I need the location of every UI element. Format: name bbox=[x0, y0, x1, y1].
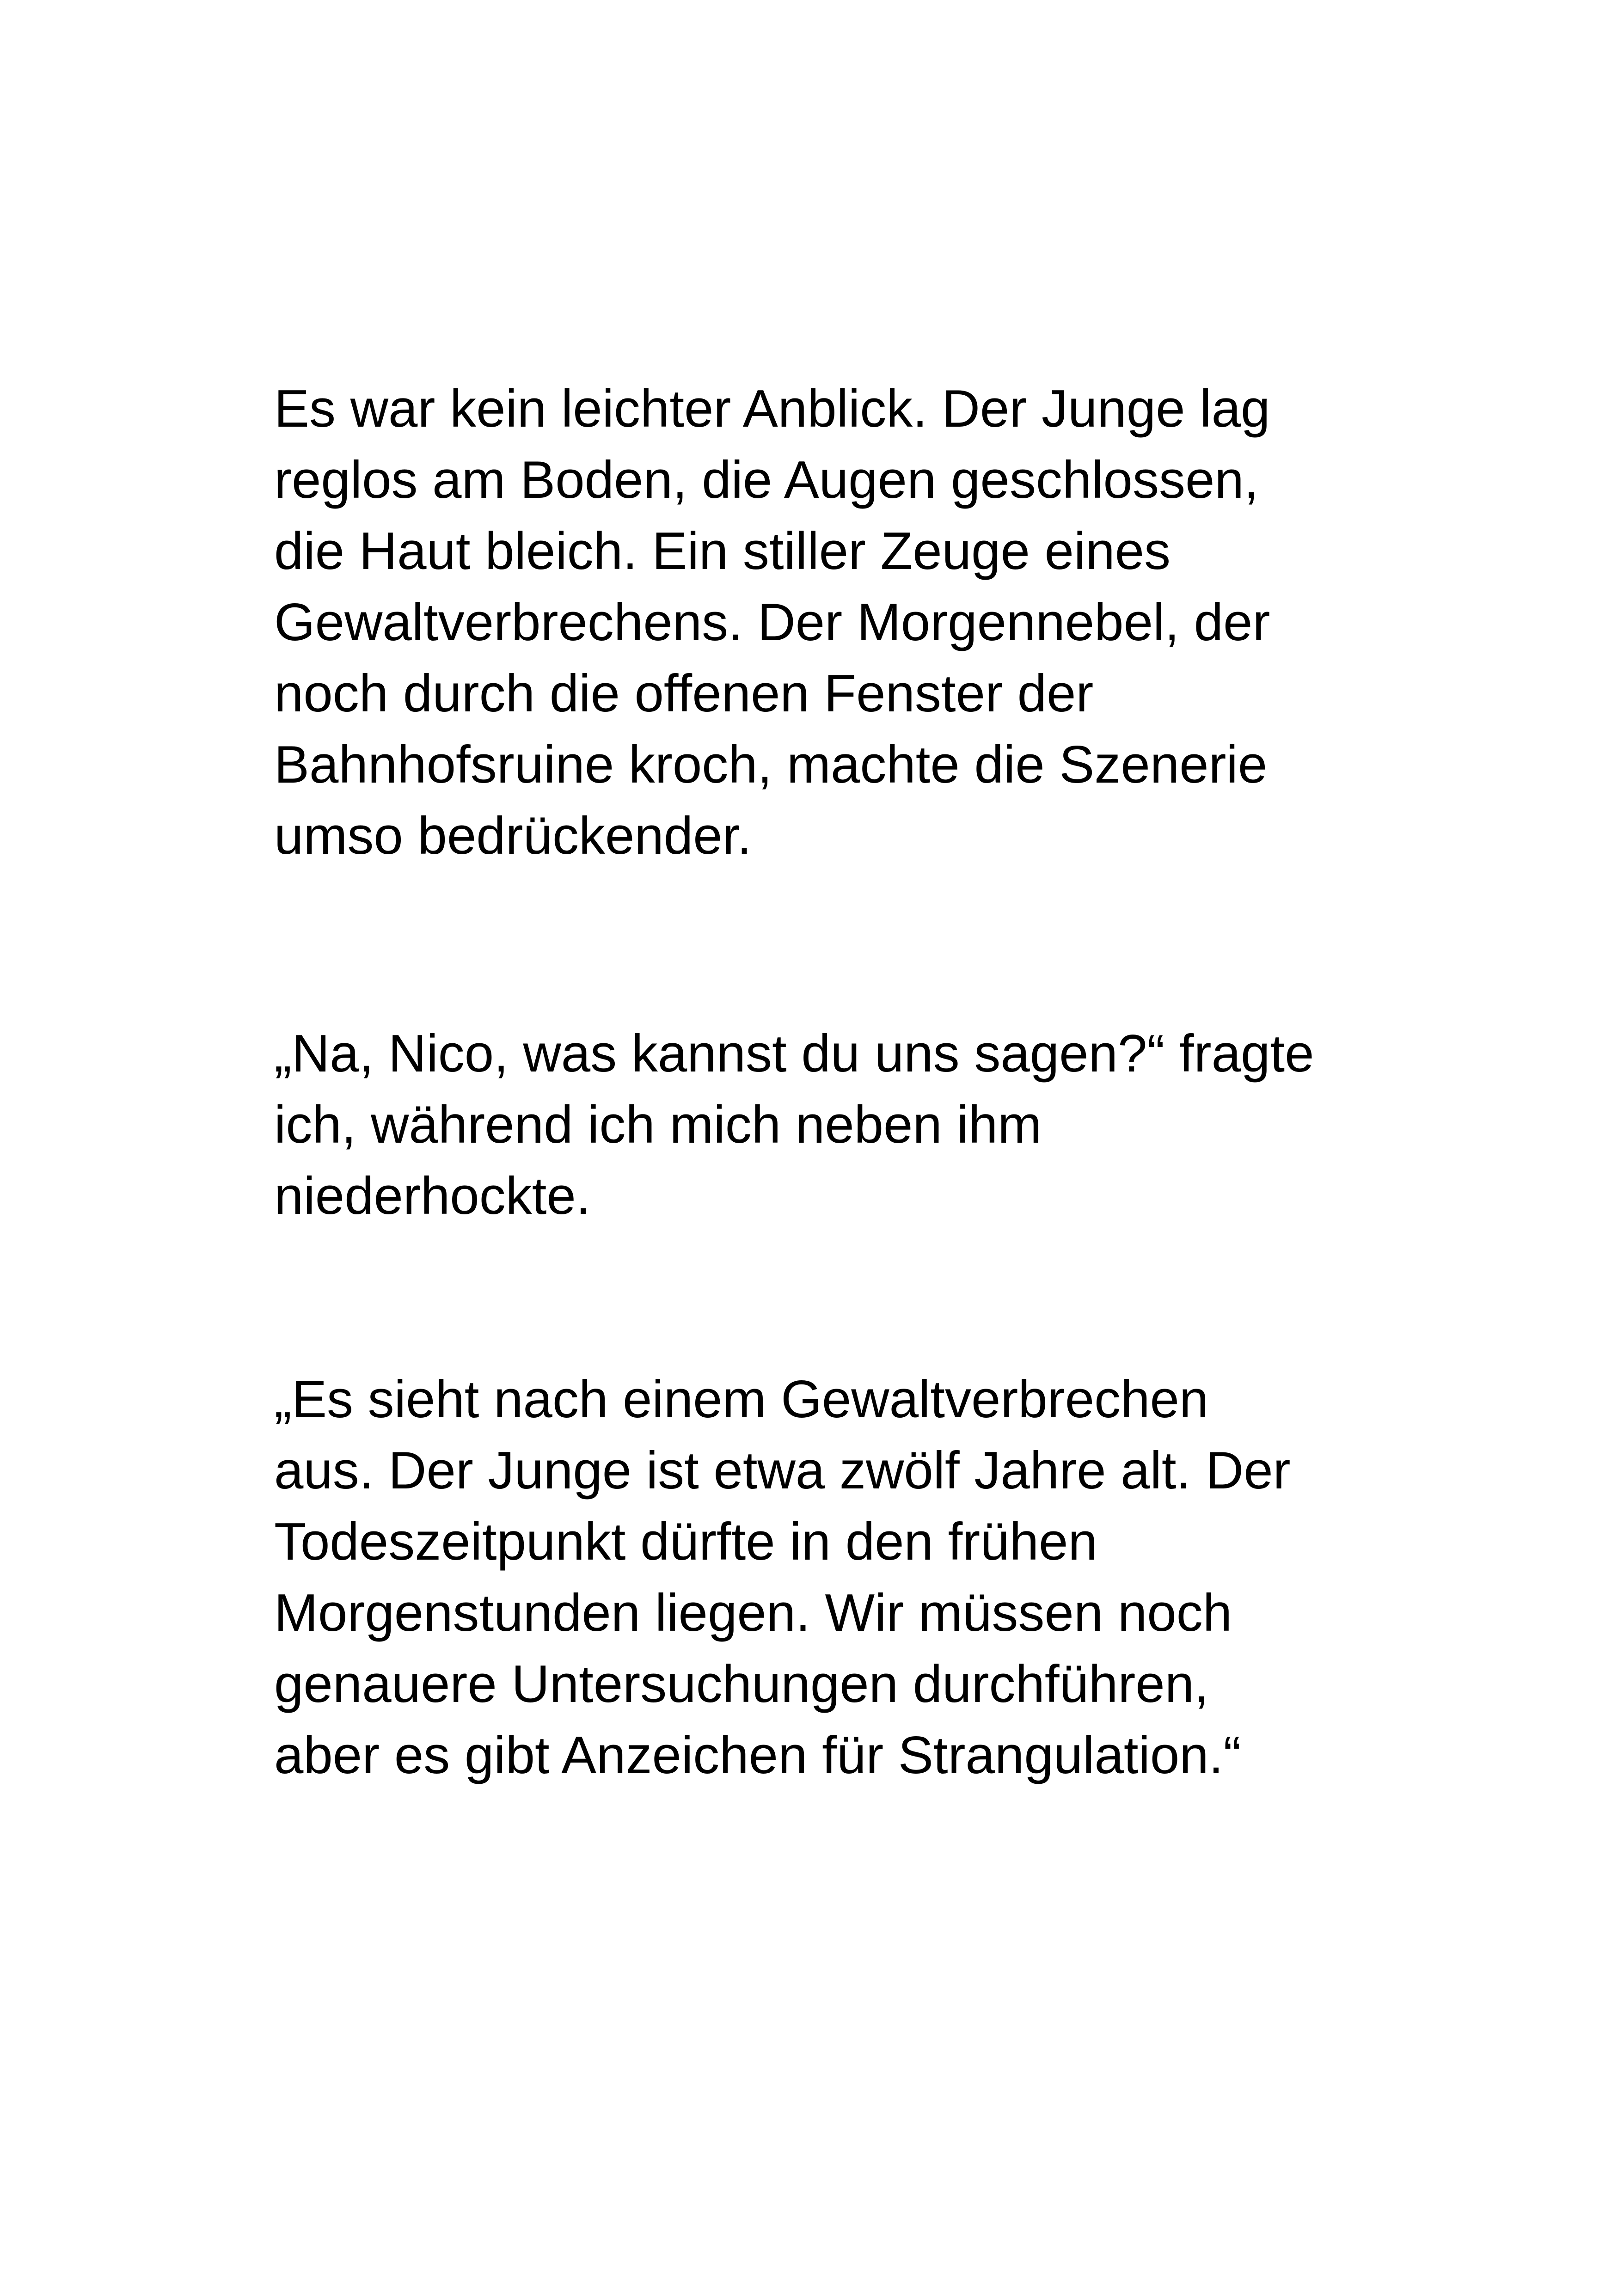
text-line: Es war kein leichter Anblick. Der Junge lag bbox=[274, 380, 1270, 438]
text-line: aus. Der Junge ist etwa zwölf Jahre alt. Der bbox=[274, 1441, 1291, 1500]
text-line: „Es sieht nach einem Gewaltverbrechen bbox=[274, 1370, 1209, 1429]
text-line: noch durch die offenen Fenster der bbox=[274, 664, 1094, 723]
paragraph-1 bbox=[274, 373, 1384, 872]
text-line: Bahnhofsruine kroch, machte die Szenerie bbox=[274, 735, 1268, 794]
text-line: umso bedrückender. bbox=[274, 807, 752, 865]
paragraph-2 bbox=[274, 1018, 1384, 1232]
text-line: ich, während ich mich neben ihm bbox=[274, 1096, 1042, 1154]
text-line: reglos am Boden, die Augen geschlossen, bbox=[274, 451, 1259, 509]
text-line: genauere Untersuchungen durchführen, bbox=[274, 1655, 1209, 1714]
paragraph-3 bbox=[274, 1364, 1384, 1791]
text-line: Morgenstunden liegen. Wir müssen noch bbox=[274, 1584, 1232, 1642]
text-line: „Na, Nico, was kannst du uns sagen?“ fragte bbox=[274, 1024, 1314, 1083]
text-line: aber es gibt Anzeichen für Strangulation.“ bbox=[274, 1726, 1241, 1785]
text-line: Gewaltverbrechens. Der Morgennebel, der bbox=[274, 593, 1270, 652]
text-line: Todeszeitpunkt dürfte in den frühen bbox=[274, 1512, 1097, 1571]
text-line: niederhockte. bbox=[274, 1167, 591, 1225]
text-line: die Haut bleich. Ein stiller Zeuge eines bbox=[274, 522, 1171, 581]
